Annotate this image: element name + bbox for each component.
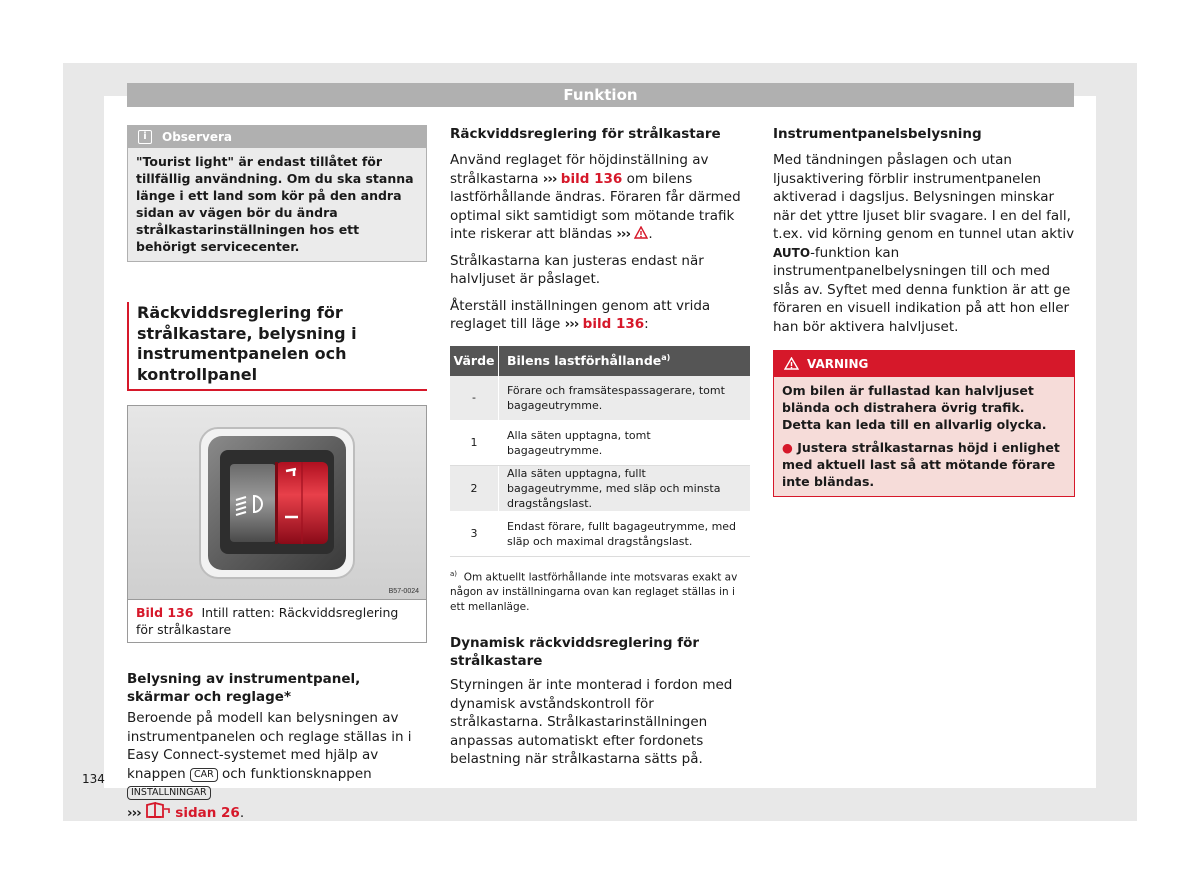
settings-button: INSTÄLLNINGAR [127,786,211,800]
figure-code: B57-0024 [388,588,419,595]
belysning-end: . [239,804,245,821]
rackvidd-p1-end: . [648,226,653,242]
instrument-text-b: -funktion kan instrumentpanelbelysningen till och med slås av. Syftet med denna funktion är att ge föraren en visuell indikation på att hon eller han bör aktivera halvljuset. [773,244,1071,335]
figure-caption-text: Intill ratten: Räckviddsreglering för strålkastare [136,605,399,637]
instrument-heading: Instrumentpanelsbelysning [773,126,982,142]
figure-ref-link[interactable]: bild 136 [582,316,645,332]
warning-heading [774,351,1074,377]
footnote-marker: a) [450,569,458,578]
warning-body [774,377,1074,496]
belysning-text-b: och funktionsknappen [221,765,372,782]
warning-heading-label: VARNING [807,357,869,371]
row-description: Alla säten upptagna, tomt bagageutrymme. [499,420,751,465]
warning-bullet [782,439,1066,490]
book-ref-icon [145,802,171,819]
instrument-text-a: Med tändningen påslagen och utan ljusaktivering förblir instrumentpanelen aktiverad i dagsljus. Belysningen minskar när det yttre ljuset blir svagare. I en del fall, t.ex. vid körning genom en tunnel utan aktiv [773,152,1075,242]
rackvidd-paragraph-2: Strålkastarna kan justeras endast när halvljuset är påslaget. [450,252,704,287]
table-row [450,376,750,421]
row-value: 2 [450,465,499,511]
page-ref-link[interactable]: sidan 26 [175,804,240,821]
dynamisk-text: Styrningen är inte monterad i fordon med dynamisk avståndskontroll för strålkastarna. Strålkastarinställningen anpassas automatiskt efter fordonets belastning när strålkastarna sätts på. [450,677,733,767]
rackvidd-p3-a: Återställ inställningen genom att vrida reglaget till läge [450,297,711,332]
rackvidd-heading: Räckviddsreglering för strålkastare [450,126,721,142]
warning-ref-icon[interactable] [634,226,648,239]
col-header-load [499,346,751,376]
link-arrows: ››› [127,804,141,821]
figure-caption [127,600,427,643]
figure-headlight-range-control [127,405,427,600]
belysning-heading: Belysning av instrumentpanel, skärmar och reglage* [127,671,361,705]
table-row [450,465,750,511]
footnote-marker: a) [661,352,671,362]
column-right [773,125,1075,497]
load-table-header [450,346,750,376]
row-description: Alla säten upptagna, fullt bagageutrymme, med släp och minsta dragstångslast. [499,465,751,511]
rackvidd-p3-end: : [644,316,649,332]
note-heading-label: Observera [162,130,232,144]
rackvidd-paragraph-1 [450,151,750,244]
row-value: 1 [450,420,499,465]
car-button: CAR [190,768,218,782]
column-left [127,125,427,822]
note-box [127,125,427,262]
dynamisk-heading: Dynamisk räckviddsreglering för strålkastare [450,635,699,669]
info-icon: i [138,130,152,144]
table-footnote [450,567,750,616]
rackvidd-p1-b: om bilens lastförhållande ändras. Föraren får därmed optimal sikt samtidigt som mötande trafik inte riskerar att bländas [450,170,741,242]
rackvidd-p1-a: Använd reglaget för höjdinställning av strålkastarna [450,152,709,187]
footnote-text: Om aktuellt lastförhållande inte motsvaras exakt av någon av inställningarna ovan kan reglaget ställas in i ett mellanläge. [450,571,738,613]
col-header-load-label: Bilens lastförhållande [507,353,662,369]
warning-box [773,350,1075,497]
col-header-value: Värde [450,346,499,376]
warning-bullet-text: Justera strålkastarnas höjd i enlighet med aktuell last så att mötande förare inte bländas. [782,440,1060,489]
instrument-text [773,151,1075,336]
table-row [450,511,750,556]
page-number: 134 [82,772,105,786]
warning-text: Om bilen är fullastad kan halvljuset blända och distrahera övrig trafik. Detta kan leda till en allvarlig olycka. [782,383,1047,432]
link-arrows: ››› [564,316,579,332]
rackvidd-paragraph-3 [450,297,750,334]
row-description: Endast förare, fullt bagageutrymme, med släp och maximal dragstångslast. [499,511,751,556]
belysning-text-a: Beroende på modell kan belysningen av instrumentpanelen och reglage ställas in i Easy Connect-systemet med hjälp av knappen [127,710,412,782]
chapter-header: Funktion [127,83,1074,107]
row-value: 3 [450,511,499,556]
auto-label: AUTO [773,245,811,260]
row-description: Förare och framsätespassagerare, tomt bagageutrymme. [499,376,751,421]
note-text: "Tourist light" är endast tillåtet för tillfällig användning. Om du ska stanna länge i ett land som kör på den andra sidan av vägen bör du ändra strålkastarinställningen hos ett behörigt servicecenter. [136,154,414,254]
note-heading [128,126,426,148]
link-arrows: ››› [616,226,631,242]
column-middle [450,125,750,769]
section-title: Räckviddsreglering för strålkastare, belysning i instrumentpanelen och kontrollpanel [127,302,427,391]
figure-number: Bild 136 [136,605,194,620]
bullet-icon: ● [782,440,793,455]
row-value: - [450,376,499,421]
belysning-text [127,709,427,822]
link-arrows: ››› [542,170,557,187]
load-table [450,346,750,557]
headlight-dial-illustration [128,406,426,599]
warning-triangle-icon [784,357,799,370]
figure-ref-link[interactable]: bild 136 [560,170,623,187]
table-row [450,420,750,465]
